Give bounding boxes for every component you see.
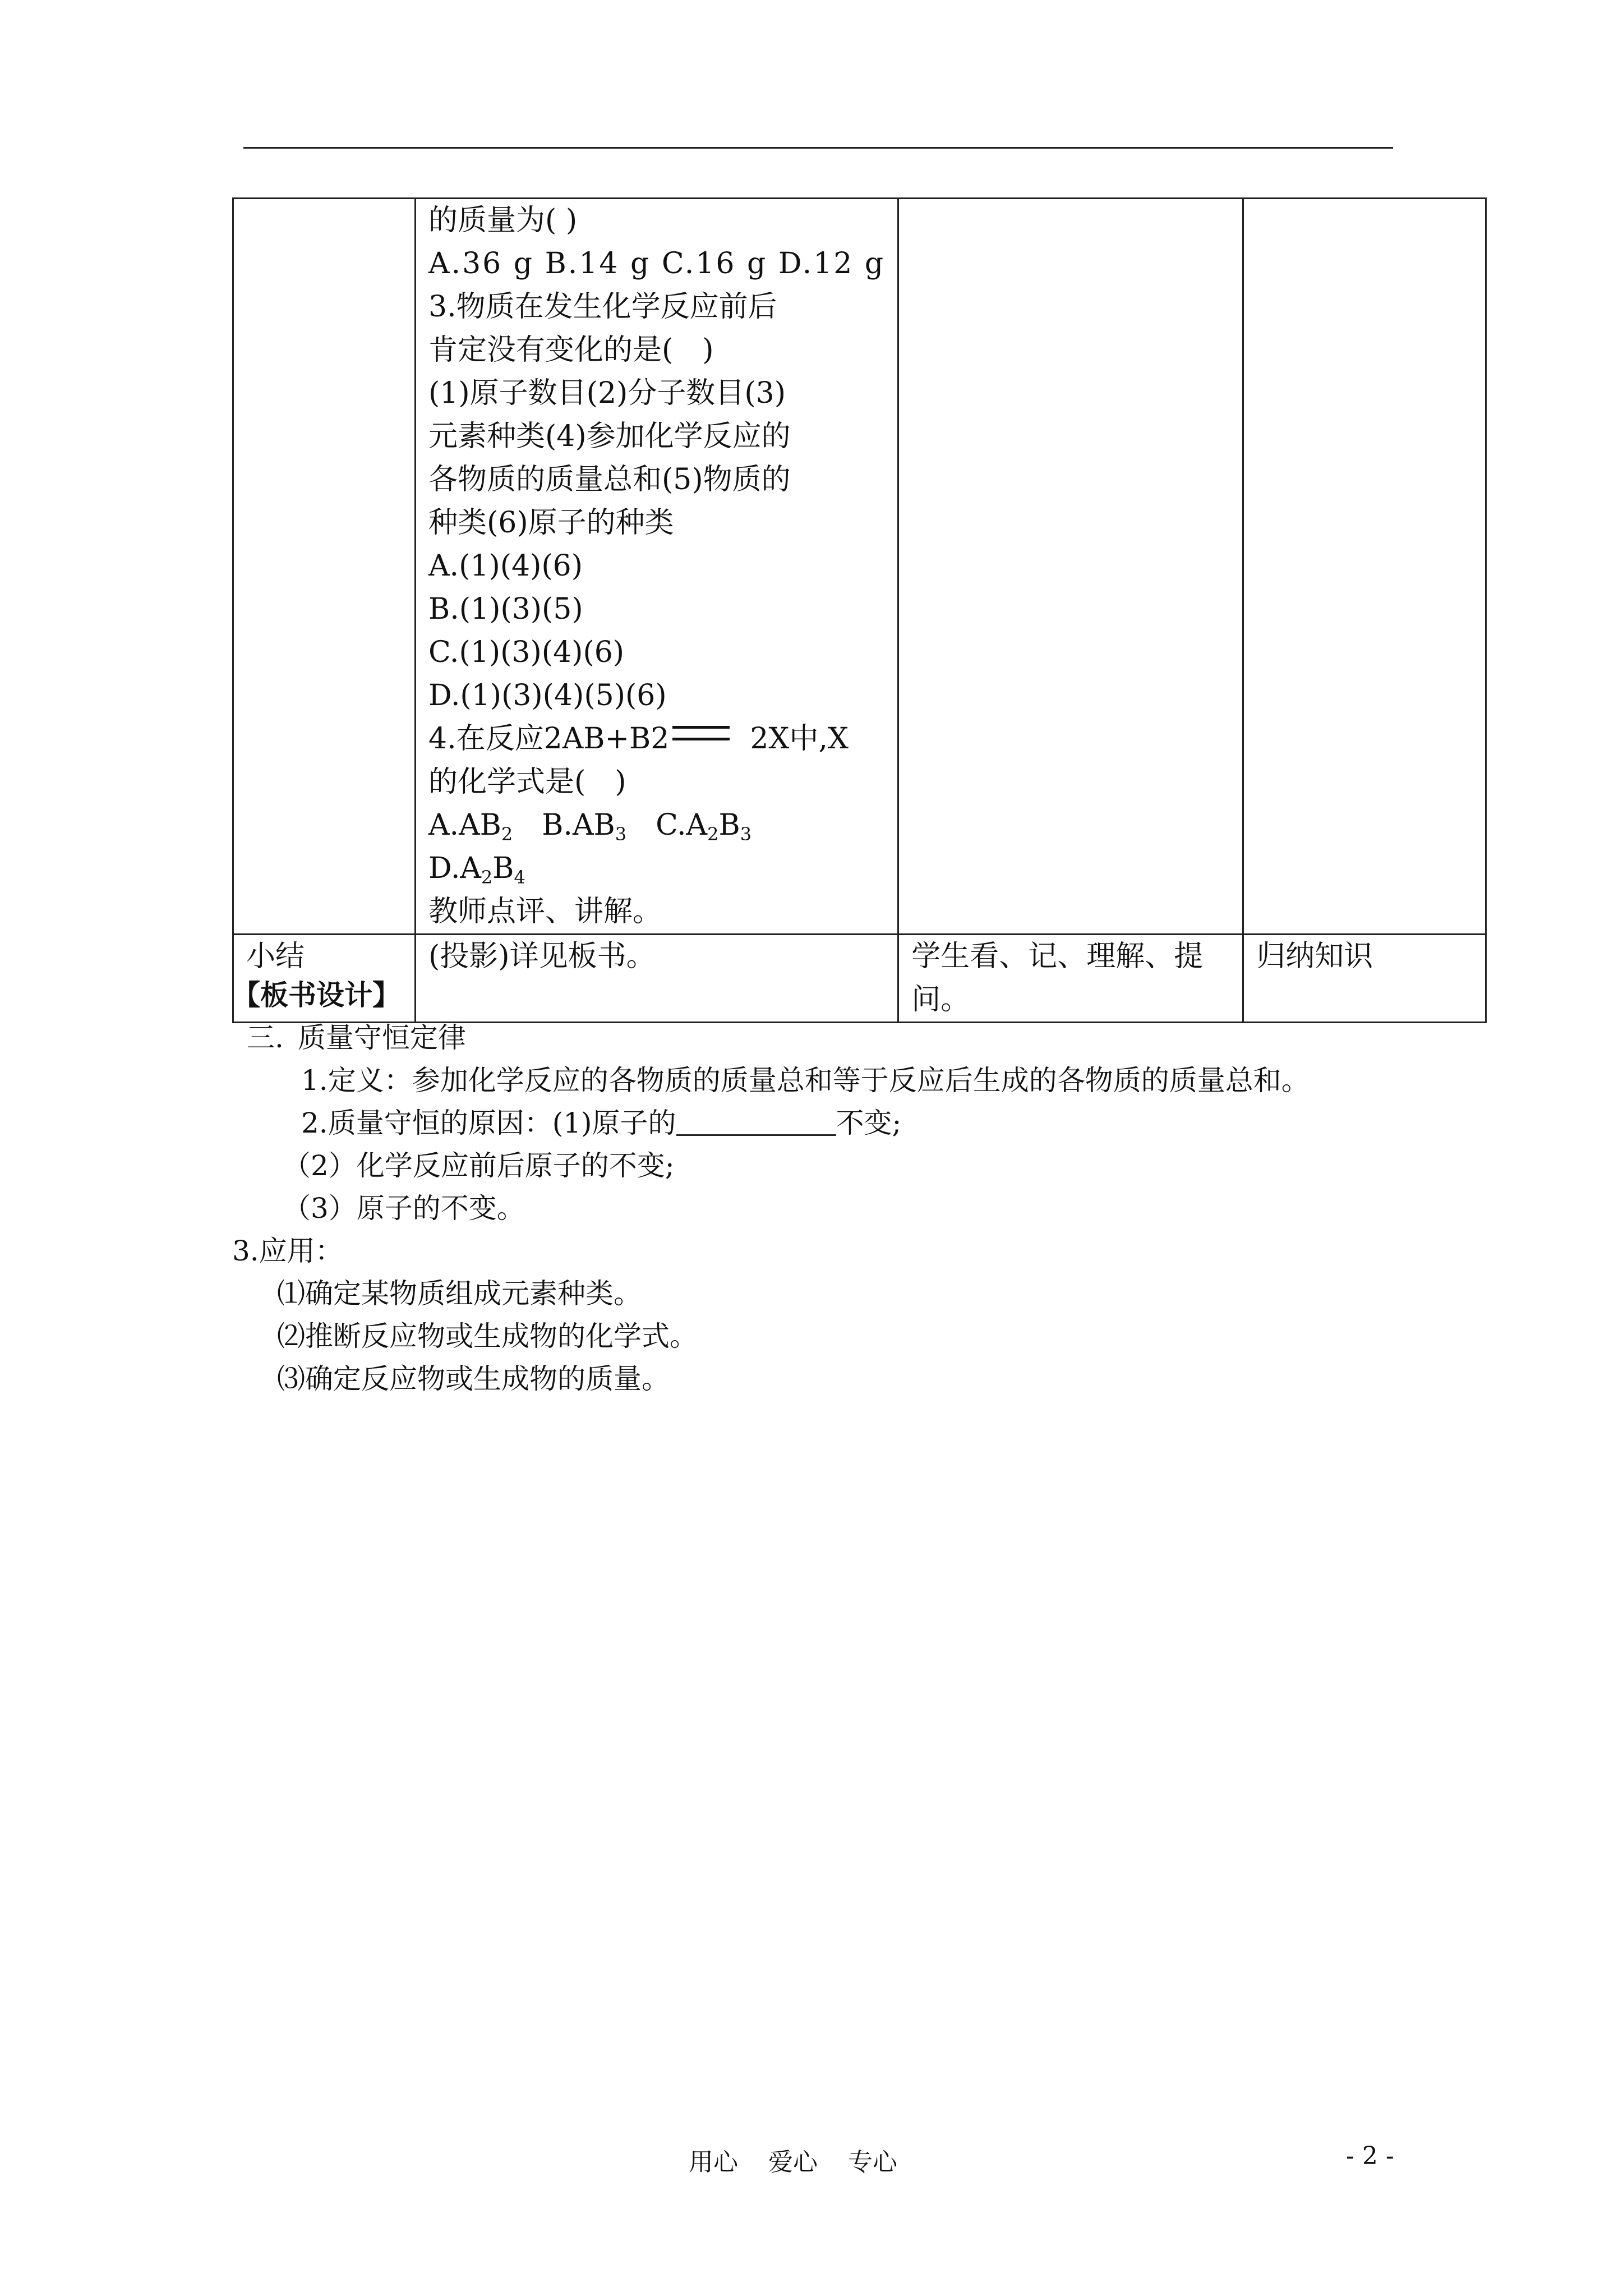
question-4-line <box>428 717 885 761</box>
summary-student: 学生看、记、理解、提问。 <box>898 935 1243 1023</box>
board-reason-3: （3）原子的不变。 <box>283 1192 525 1225</box>
board-title: 三. 质量守恒定律 <box>247 1022 466 1054</box>
text-line: A.36 g B.14 g C.16 g D.12 g <box>428 247 886 280</box>
option-a: $A.AB_2$ <box>428 808 513 845</box>
table-cell-stage <box>233 199 416 935</box>
footer-motto: 用心 爱心 专心 <box>689 2148 897 2177</box>
text-line: 3.物质在发生化学反应前后 <box>428 290 777 324</box>
summary-teacher: (投影)详见板书。 <box>416 935 898 1023</box>
board-application-2: ⑵推断反应物或生成物的化学式。 <box>277 1320 698 1352</box>
summary-purpose: 归纳知识 <box>1243 935 1486 1023</box>
text-line: B.(1)(3)(5) <box>428 592 583 626</box>
page-number: - 2 - <box>1346 2142 1394 2170</box>
header-rule <box>243 147 1393 149</box>
table-cell-student-activity <box>898 199 1243 935</box>
fill-blank <box>676 1107 836 1136</box>
table-cell-teacher-activity <box>416 199 898 935</box>
reaction-left: 4.在反应2AB+B2 <box>428 722 670 756</box>
text-line: 肯定没有变化的是( ) <box>428 333 714 367</box>
text-line: A.(1)(4)(6) <box>428 549 583 583</box>
text-line: 种类(6)原子的种类 <box>428 506 674 540</box>
reaction-equals-sign <box>672 726 730 740</box>
summary-label: 小结 <box>233 935 416 1023</box>
text-line: 教师点评、讲解。 <box>428 895 662 928</box>
text-line: C.(1)(3)(4)(6) <box>428 636 625 669</box>
options-line <box>428 804 885 847</box>
text-line: 各物质的质量总和(5)物质的 <box>428 463 791 496</box>
board-definition: 1.定义：参加化学反应的各物质的质量总和等于反应后生成的各物质的质量总和。 <box>301 1064 1310 1097</box>
board-reason-1: 2.质量守恒的原因：(1)原子的 不变; <box>301 1107 902 1139</box>
text-line: (1)原子数目(2)分子数目(3) <box>428 376 786 410</box>
text-line: 元素种类(4)参加化学反应的 <box>428 420 791 453</box>
board-application-title: 3.应用： <box>232 1235 343 1267</box>
board-application-1: ⑴确定某物质组成元素种类。 <box>277 1277 642 1310</box>
text-line: 的化学式是( ) <box>428 765 626 799</box>
option-c: $C.A_2B_3$ <box>656 808 752 845</box>
table-row <box>233 199 1486 935</box>
text-line: 的质量为( ) <box>428 204 578 237</box>
board-design <box>232 974 1410 1400</box>
lesson-table <box>232 197 1487 1023</box>
option-d: $D.A_2B_4$ <box>428 852 525 888</box>
board-application-3: ⑶确定反应物或生成物的质量。 <box>277 1363 670 1395</box>
board-reason-2: （2）化学反应前后原子的不变; <box>283 1149 675 1182</box>
text-line: D.(1)(3)(4)(5)(6) <box>428 679 667 712</box>
table-cell-intent <box>1243 199 1486 935</box>
board-heading: 【板书设计】 <box>232 978 400 1011</box>
option-b: $B.AB_3$ <box>542 808 627 845</box>
reaction-right: 2X中,X <box>750 722 849 756</box>
